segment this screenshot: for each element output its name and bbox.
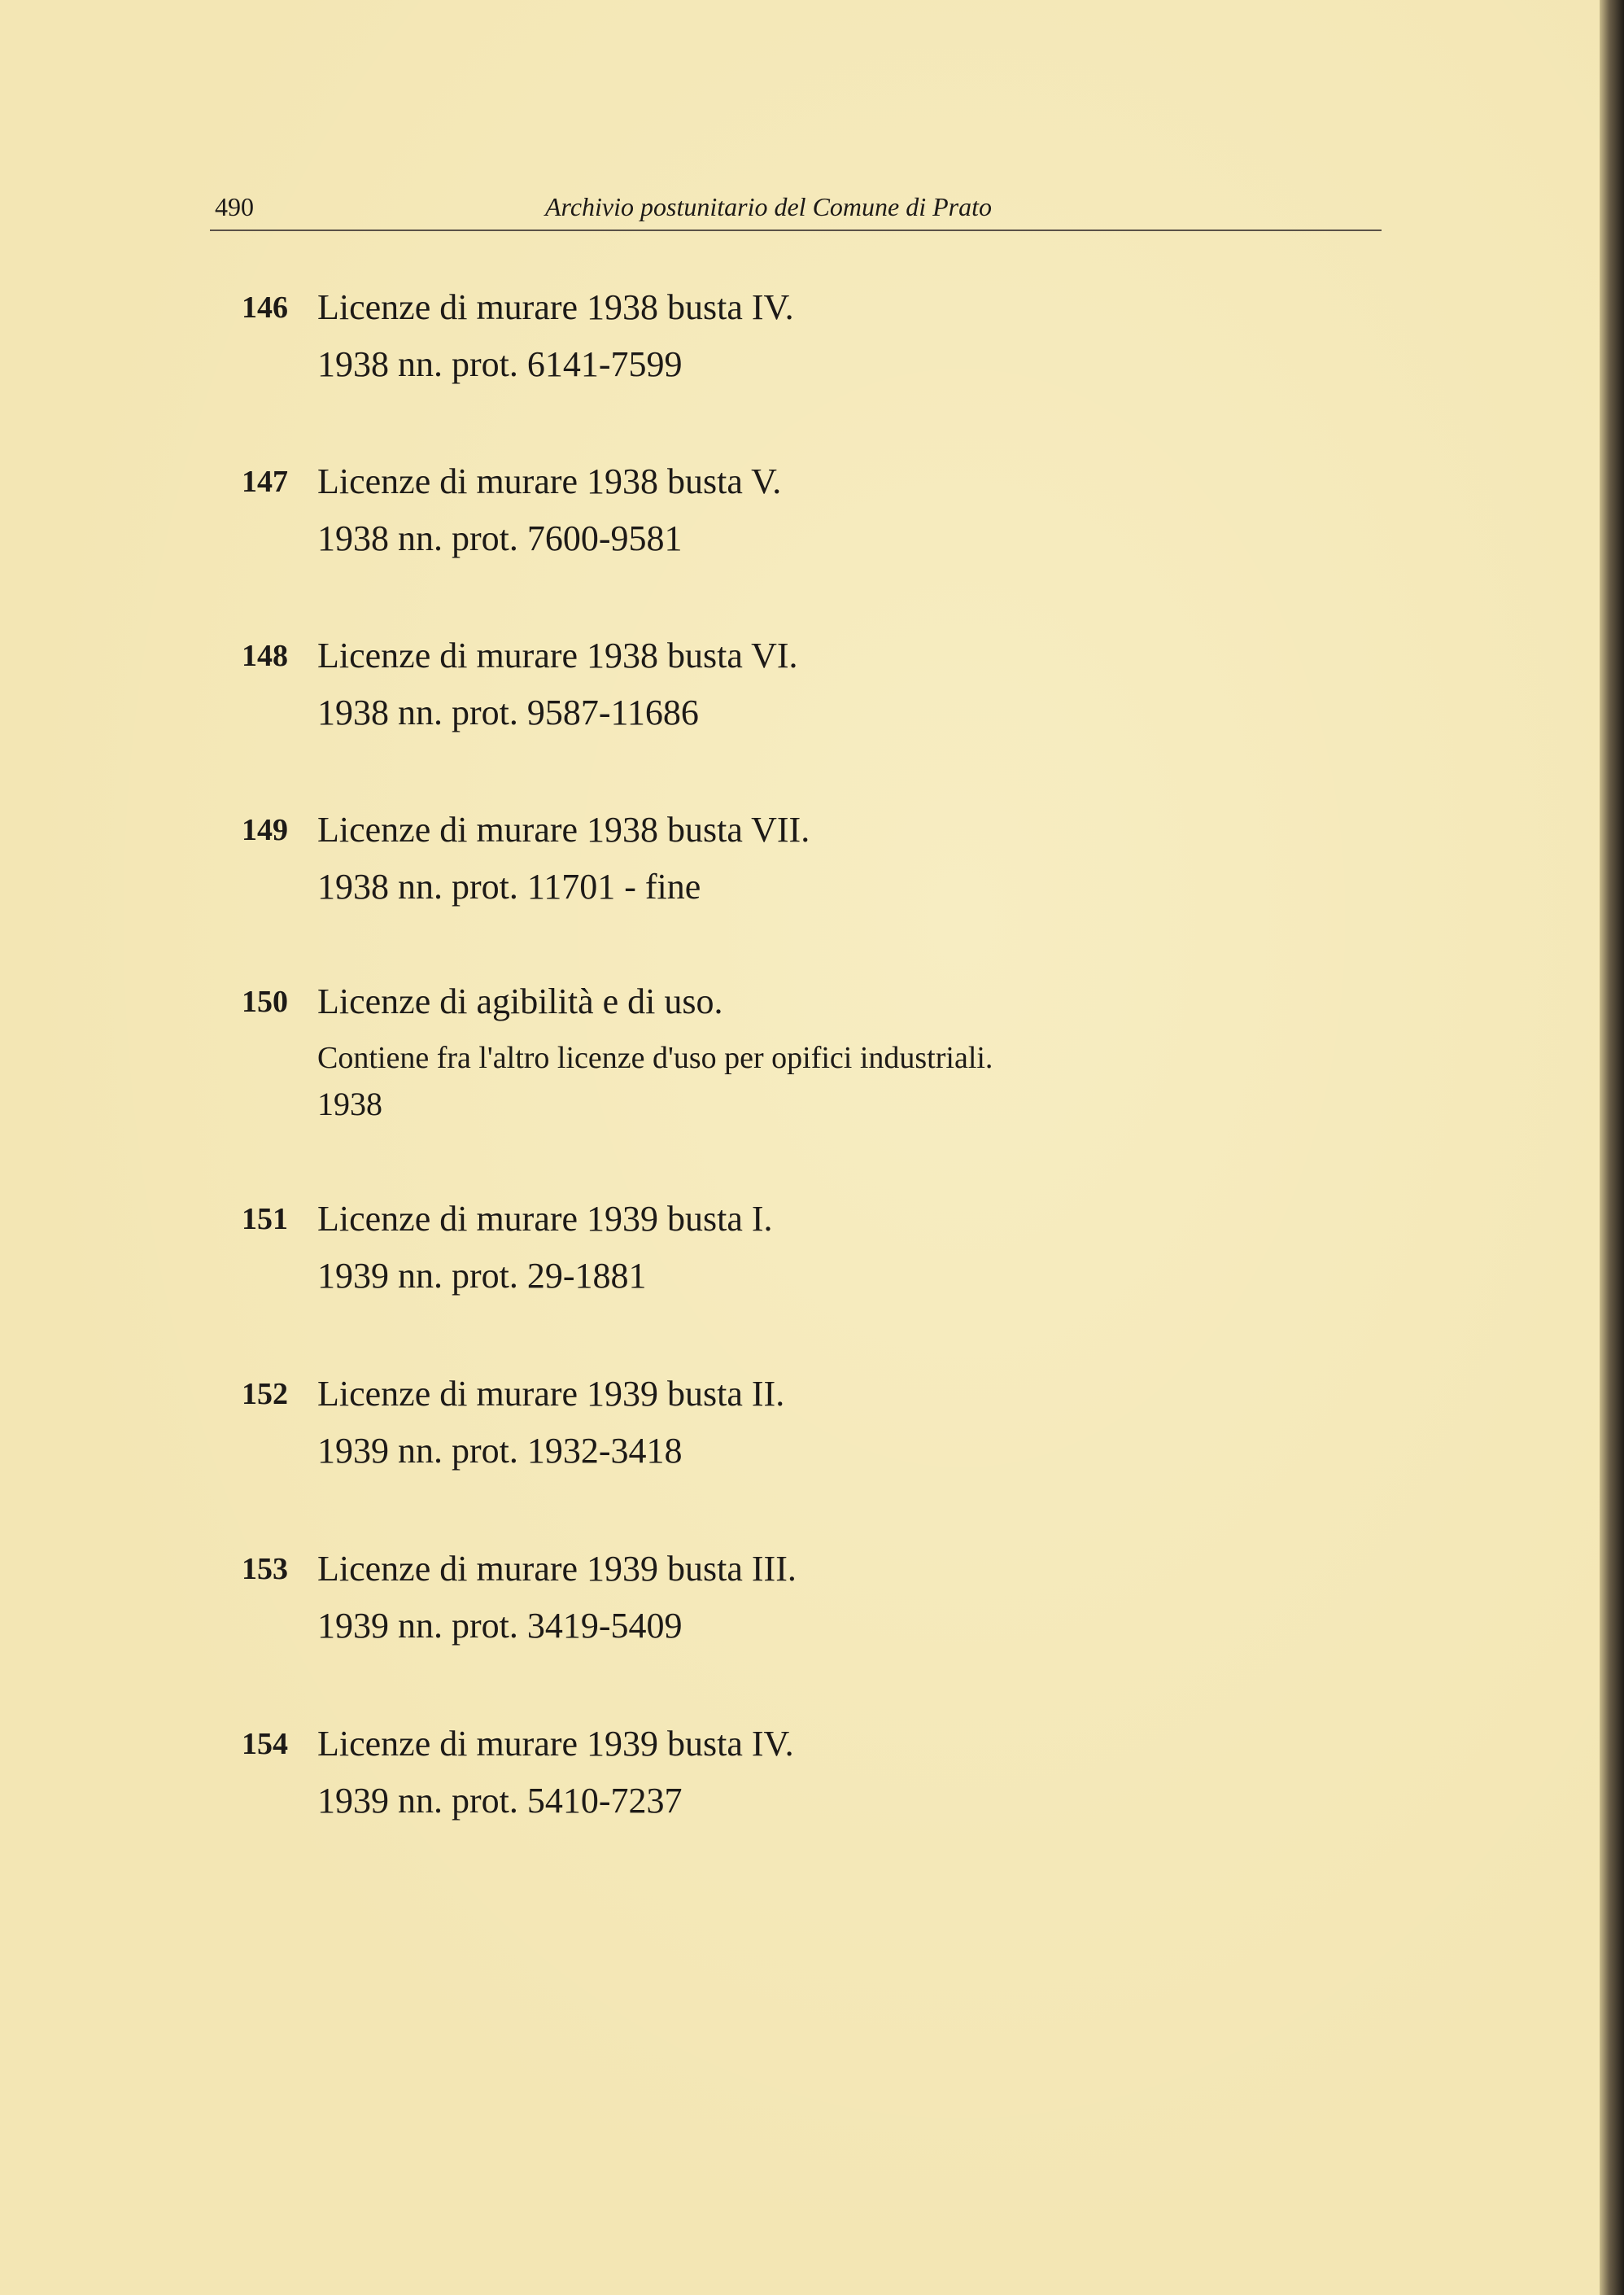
entry-number: 146	[242, 291, 288, 325]
running-title: Archivio postunitario del Comune di Prato	[545, 192, 992, 221]
entry-extent: 1938 nn. prot. 6141-7599	[317, 344, 683, 384]
entry-extent: 1939 nn. prot. 3419-5409	[317, 1606, 683, 1646]
entry-title: Licenze di murare 1938 busta VII.	[317, 810, 810, 850]
entry-title: Licenze di agibilità e di uso.	[317, 981, 723, 1021]
entry-number: 153	[242, 1552, 288, 1586]
entry-extent: 1938 nn. prot. 11701 - fine	[317, 867, 701, 907]
entry-extent: 1939 nn. prot. 5410-7237	[317, 1781, 683, 1821]
entry-extent: 1939 nn. prot. 1932-3418	[317, 1431, 683, 1471]
entry-title: Licenze di murare 1939 busta IV.	[317, 1724, 794, 1764]
page-header	[210, 189, 1382, 231]
entry-body	[317, 1546, 1261, 1649]
entry-extent: 1939 nn. prot. 29-1881	[317, 1256, 647, 1296]
entry-body	[317, 1371, 1261, 1474]
entry-number: 148	[242, 639, 288, 673]
entry-extent: 1938	[317, 1086, 382, 1122]
entry-number: 151	[242, 1202, 288, 1236]
entry-title: Licenze di murare 1939 busta I.	[317, 1199, 773, 1239]
entry-title: Licenze di murare 1939 busta III.	[317, 1549, 797, 1589]
entry-title: Licenze di murare 1939 busta II.	[317, 1374, 785, 1414]
entry-body	[317, 807, 1261, 910]
entry-body	[317, 979, 1261, 1127]
entry-title: Licenze di murare 1938 busta V.	[317, 461, 782, 501]
page-number: 490	[215, 192, 254, 221]
entry-extent: 1938 nn. prot. 9587-11686	[317, 693, 699, 732]
entry-extent: 1938 nn. prot. 7600-9581	[317, 518, 683, 558]
entry-number: 152	[242, 1377, 288, 1411]
entry-number: 149	[242, 813, 288, 847]
entry-body	[317, 1196, 1261, 1299]
entry-body	[317, 285, 1261, 387]
entry-number: 147	[242, 465, 288, 499]
entry-title: Licenze di murare 1938 busta IV.	[317, 287, 794, 327]
entry-note: Contiene fra l'altro licenze d'uso per opifici industriali.	[317, 1041, 993, 1075]
page-edge	[1600, 0, 1624, 2295]
entry-title: Licenze di murare 1938 busta VI.	[317, 636, 798, 675]
entry-body	[317, 459, 1261, 562]
entry-body	[317, 1721, 1261, 1824]
entry-body	[317, 633, 1261, 736]
entry-number: 154	[242, 1727, 288, 1761]
entry-number: 150	[242, 985, 288, 1019]
